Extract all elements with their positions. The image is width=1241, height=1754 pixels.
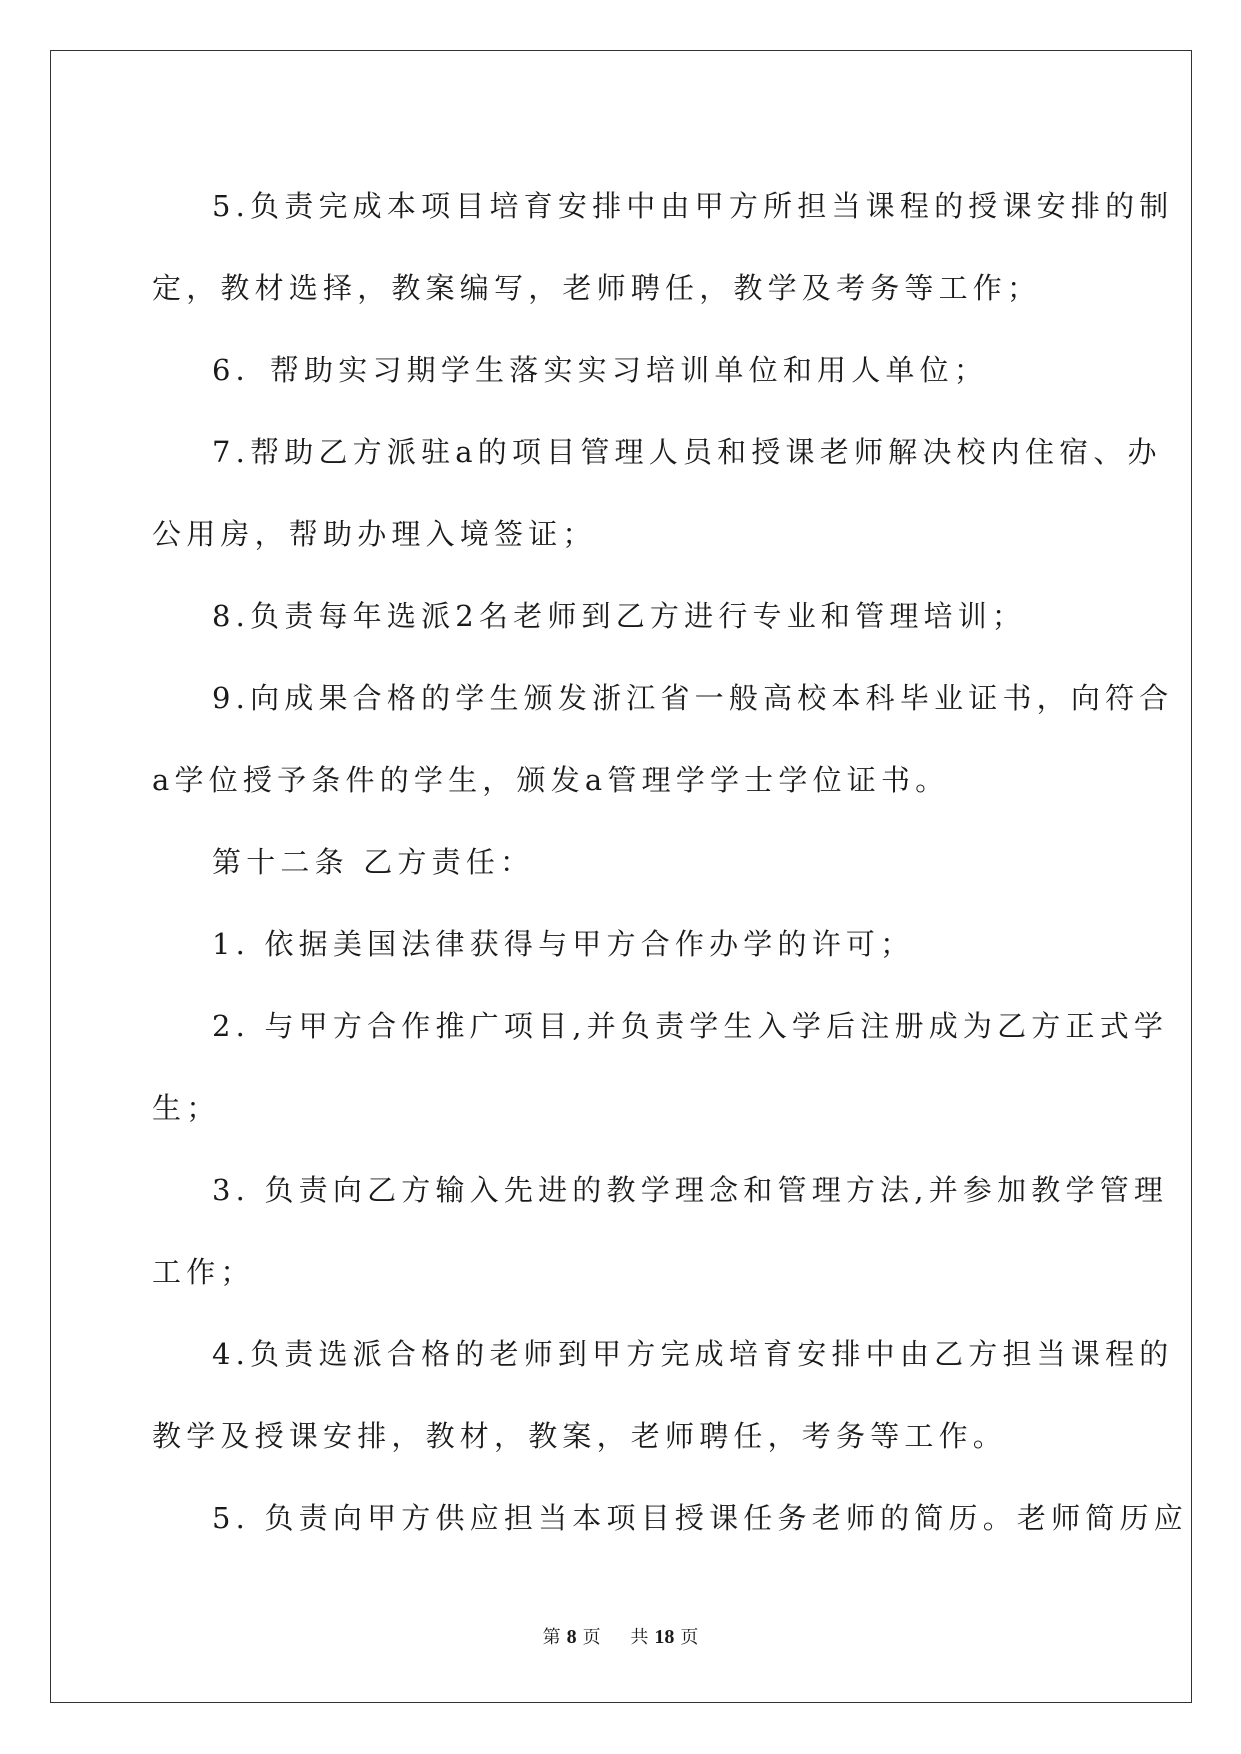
page-footer — [0, 1623, 1241, 1649]
paragraph-line: 公用房，帮助办理入境签证； — [152, 517, 597, 551]
paragraph-line: 2. 与甲方合作推广项目,并负责学生入学后注册成为乙方正式学 — [212, 1009, 1169, 1043]
current-page: 8 — [566, 1626, 577, 1648]
section-heading: 第十二条 乙方责任： — [212, 845, 535, 879]
paragraph-line: 5. 负责向甲方供应担当本项目授课任务老师的简历。老师简历应 — [212, 1501, 1188, 1535]
total-suffix: 页 — [680, 1627, 699, 1648]
paragraph-line: 1. 依据美国法律获得与甲方合作办学的许可； — [212, 927, 915, 961]
paragraph-line: 定，教材选择，教案编写，老师聘任，教学及考务等工作； — [152, 271, 1042, 305]
page-prefix: 第 — [542, 1627, 561, 1648]
paragraph-line: 3. 负责向乙方输入先进的教学理念和管理方法,并参加教学管理 — [212, 1173, 1169, 1207]
paragraph-line: 4.负责选派合格的老师到甲方完成培育安排中由乙方担当课程的 — [212, 1337, 1174, 1371]
document-body — [152, 165, 1188, 1559]
page-suffix: 页 — [582, 1627, 601, 1648]
paragraph-line: 9.向成果合格的学生颁发浙江省一般高校本科毕业证书，向符合 — [212, 681, 1174, 715]
paragraph-line: 5.负责完成本项目培育安排中由甲方所担当课程的授课安排的制 — [212, 189, 1174, 223]
paragraph-line: 6．帮助实习期学生落实实习培训单位和用人单位； — [212, 353, 989, 387]
paragraph-line: 8.负责每年选派2名老师到乙方进行专业和管理培训； — [212, 599, 1027, 633]
page-number — [537, 1627, 607, 1648]
paragraph-line: 7.帮助乙方派驻a的项目管理人员和授课老师解决校内住宿、办 — [212, 435, 1162, 469]
paragraph-line: a学位授予条件的学生，颁发a管理学学士学位证书。 — [152, 763, 950, 797]
page-total — [624, 1627, 704, 1648]
paragraph-line: 生； — [152, 1091, 221, 1125]
total-prefix: 共 — [630, 1627, 649, 1648]
total-pages: 18 — [654, 1626, 675, 1648]
paragraph-line: 工作； — [152, 1255, 255, 1289]
paragraph-line: 教学及授课安排，教材，教案，老师聘任，考务等工作。 — [152, 1419, 1008, 1453]
